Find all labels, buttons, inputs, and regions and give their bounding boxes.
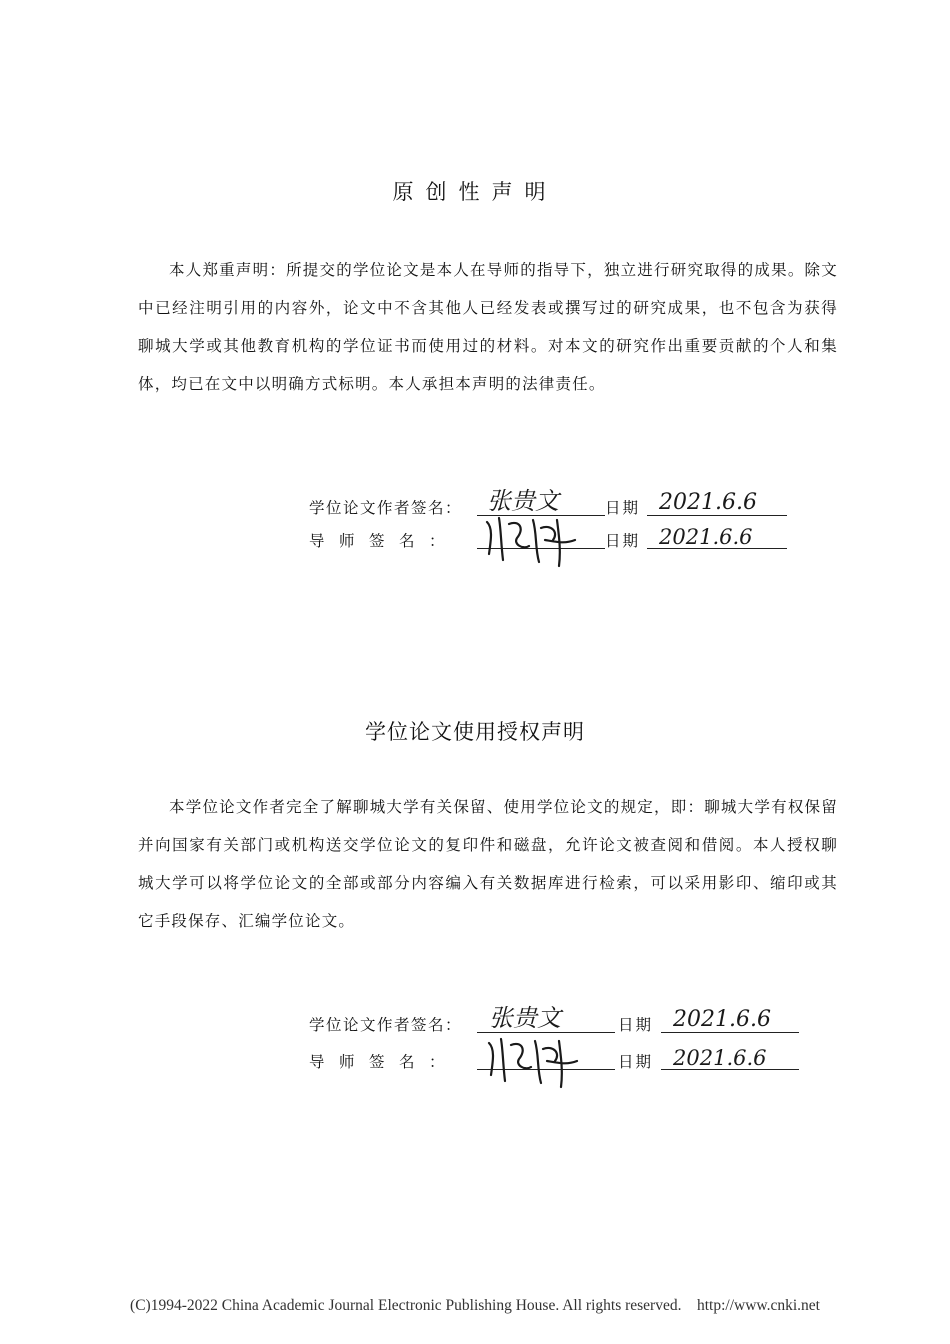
advisor-handwritten-signature [479,510,589,570]
author-date-label: 日期 [605,499,641,517]
author-signature-text: 张贵文 [489,1004,561,1032]
advisor-date-label: 日期 [618,1053,654,1071]
authorization-body: 本学位论文作者完全了解聊城大学有关保留、使用学位论文的规定，即：聊城大学有权保留并向国家有关部门或机构送交学位论文的复印件和磁盘，允许论文被查阅和借阅。本人授权聊城大学可以将学位论文的全部或部分内容编入有关数据库进行检索，可以采用影印、缩印或其它手段保存、汇编学位论文。 [138,798,838,930]
author-date-text: 2021.6.6 [659,490,757,515]
advisor-signature-label: 导师签名： [309,532,460,550]
advisor-handwritten-date [673,1039,793,1075]
advisor-date-text: 2021.6.6 [673,1046,767,1070]
author-handwritten-date [673,1000,793,1036]
advisor-date-text: 2021.6.6 [659,525,753,549]
advisor-date-label: 日期 [605,532,641,550]
author-handwritten-date [659,483,779,519]
originality-advisor-signature-row [309,525,789,554]
advisor-signature-label: 导师签名： [309,1053,460,1071]
author-signature-text: 张贵文 [487,487,559,515]
authorization-title: 学位论文使用授权声明 [365,720,585,744]
copyright-footer [0,1297,950,1315]
advisor-handwritten-date [659,518,779,554]
author-signature-label: 学位论文作者签名： [309,499,463,517]
author-date-label: 日期 [618,1016,654,1034]
originality-title: 原创性声明 [392,180,558,204]
author-signature-label: 学位论文作者签名： [309,1016,463,1034]
authorization-advisor-signature-row [309,1046,809,1075]
advisor-handwritten-signature [481,1031,591,1091]
copyright-text: (C)1994-2022 China Academic Journal Electronic Publishing House. All rights reserved. [130,1297,682,1314]
cnki-url[interactable]: http://www.cnki.net [696,1297,820,1314]
author-date-text: 2021.6.6 [673,1007,771,1032]
originality-body: 本人郑重声明：所提交的学位论文是本人在导师的指导下，独立进行研究取得的成果。除文中已经注明引用的内容外，论文中不含其他人已经发表或撰写过的研究成果，也不包含为获得聊城大学或其他教育机构的学位证书而使用过的材料。对本文的研究作出重要贡献的个人和集体，均已在文中以明确方式标明。本人承担本声明的法律责任。 [138,261,838,393]
